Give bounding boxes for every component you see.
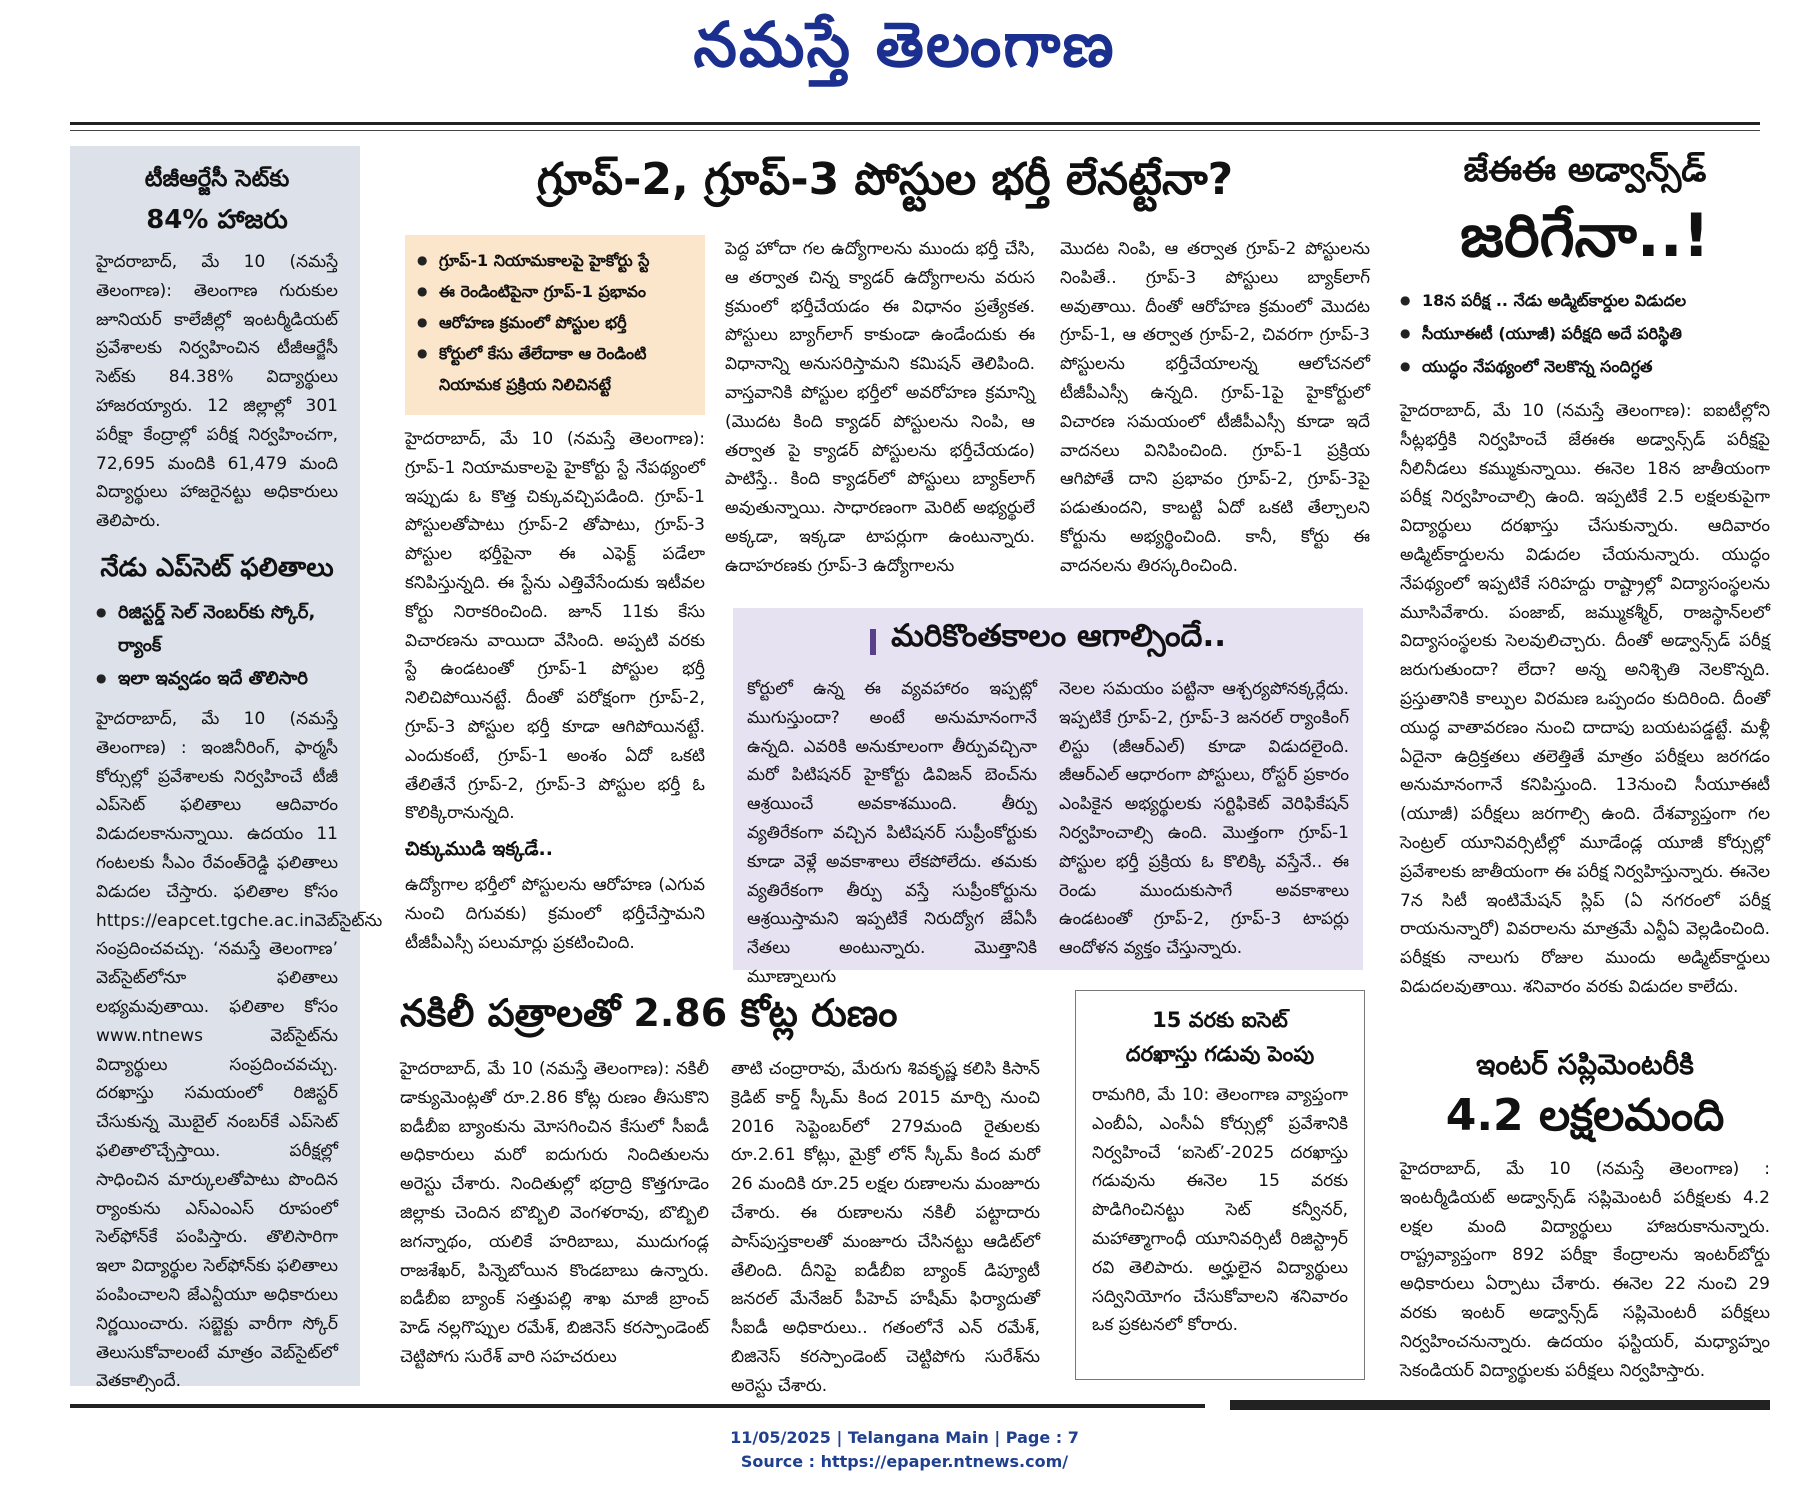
main-column-1 [405, 425, 705, 965]
main-subhead: చిక్కుముడి ఇక్కడే.. [405, 838, 553, 861]
purple-sidebar-box [733, 608, 1363, 987]
jee-bullet: ● యుద్ధం నేపథ్యంలో నెలకొన్న సందిగ్ధత [1400, 350, 1770, 383]
purple-headline: మరికొంతకాలం ఆగాల్సిందే.. [891, 618, 1226, 654]
eapcet-body: హైదరాబాద్, మే 10 (నమస్తే తెలంగాణ) : ఇంజినీరింగ్, ఫార్మసీ కోర్సుల్లో ప్రవేశాలకు నిర్వహించే టీజీ ఎప్‌సెట్ ఫలితాలు ఆదివారం విడుదలకానున్నాయి. ఉదయం 11 గంటలకు సీఎం రేవంత్‌రెడ్డి ఫలితాలు విడుదల చేస్తారు. ఫలితాల కోసం https://eapcet.tgche.ac.inవెబ్‌సైట్‌ను సంప్రదించవచ్చు. ‘నమస్తే తెలంగాణ’ వెబ్‌సైట్‌లోనూ ఫలితాలు లభ్యమవుతాయి. ఫలితాల కోసం www.ntnews వెబ్‌సైట్‌ను విద్యార్థులు సంప్రదించవచ్చు. దరఖాస్తు సమయంలో రిజిస్టర్ చేసుకున్న మొబైల్ నంబర్‌కే ఎప్‌సెట్ ఫలితాలొచ్చేస్తాయి. పరీక్షల్లో సాధించిన మార్కులతోపాటు పొందిన ర్యాంకును ఎస్‌ఎంఎస్ రూపంలో సెల్‌ఫోన్‌కే పంపిస్తారు. తొలిసారిగా ఇలా విద్యార్థుల సెల్‌ఫోన్‌కు ఫలితాలు పంపించాలని జేఎన్టీయూ అధికారులు నిర్ణయించారు. సబ్జెక్టు వారీగా స్కోర్ తెలుసుకోవాలంటే మాత్రం వెబ్‌సైట్‌లో వెతకాల్సిందే. [96, 708, 383, 1392]
tgrjc-headline: 84% హాజరు [146, 205, 288, 235]
bottom-rule [70, 1404, 1205, 1408]
masthead-rule [70, 122, 1760, 125]
main-body-1: హైదరాబాద్, మే 10 (నమస్తే తెలంగాణ): గ్రూప్-1 నియామకాలపై హైకోర్టు స్టే నేపథ్యంలో ఇప్పుడు ఓ కొత్త చిక్కువచ్చిపడింది. గ్రూప్-1 పోస్టులతోపాటు గ్రూప్-2 తోపాటు, గ్రూప్-3 పోస్టుల భర్తీపైనా ఈ ఎఫెక్ట్ పడేలా కనిపిస్తున్నది. ఈ స్టేను ఎత్తివేసేందుకు ఇటీవల కోర్టు నిరాకరించింది. జూన్ 11కు కేసు విచారణను వాయిదా వేసింది. అప్పటి వరకు స్టే ఉండటంతో గ్రూప్-1 పోస్టుల భర్తీ నిలిచిపోయినట్టే. దీంతో పరోక్షంగా గ్రూప్-2, గ్రూప్-3 పోస్టుల భర్తీ కూడా ఆగిపోయినట్టే. ఎందుకంటే, గ్రూప్-1 అంశం ఏదో ఒకటి తేలితేనే గ్రూప్-2, గ్రూప్-3 పోస్టుల భర్తీ ఓ కొలిక్కిరానున్నది. [405, 429, 705, 824]
jee-bullet: ● సీయూఈటీ (యూజీ) పరీక్షది అదే పరిస్థితి [1400, 317, 1770, 350]
masthead-logo: నమస్తే తెలంగాణ [693, 8, 1116, 81]
tgrjc-kicker: టీజీఆర్జేసీ సెట్‌కు [144, 166, 290, 192]
purple-body-1: కోర్టులో ఉన్న ఈ వ్యవహారం ఇప్పట్లో ముగుస్తుందా? అంటే అనుమానంగానే ఉన్నది. ఎవరికి అనుకూలంగా తీర్పువచ్చినా మరో పిటిషనర్ హైకోర్టు డివిజన్ బెంచ్‌ను ఆశ్రయించే అవకాశముంది. తీర్పు వ్యతిరేకంగా వచ్చిన పిటిషనర్ సుప్రీంకోర్టుకు కూడా వెళ్లే అవకాశాలు లేకపోలేదు. తమకు వ్యతిరేకంగా తీర్పు వస్తే సుప్రీంకోర్టును ఆశ్రయిస్తామని ఇప్పటికే నిరుద్యోగ జేఏసీ నేతలు అంటున్నారు. మొత్తానికి మూణ్నాలుగు [747, 679, 1037, 987]
left-sidebar-panel [70, 146, 383, 1392]
icet-headline-2: దరఖాస్తు గడువు పెంపు [1125, 1042, 1315, 1066]
highlights-box [405, 235, 705, 415]
highlight-item: ● గ్రూప్-1 నియామకాలపై హైకోర్టు స్టే [417, 245, 693, 276]
highlight-item: ● ఈ రెండింటిపైనా గ్రూప్-1 ప్రభావం [417, 276, 693, 307]
main-column-2 [725, 235, 1035, 595]
main-body-1b: ఉద్యోగాల భర్తీలో పోస్టులను ఆరోహణ (ఎగువ నుంచి దిగువకు) క్రమంలో భర్తీచేస్తామని టీజీపీఎస్సీ పలుమార్లు ప్రకటించింది. [405, 875, 705, 953]
inter-body: హైదరాబాద్, మే 10 (నమస్తే తెలంగాణ) : ఇంటర్మీడియట్ అడ్వాన్స్‌డ్ సప్లిమెంటరీ పరీక్షలకు 4.2 లక్షల మంది విద్యార్థులు హాజరుకానున్నారు. రాష్ట్రవ్యాప్తంగా 892 పరీక్షా కేంద్రాలను ఇంటర్‌బోర్డు అధికారులు ఏర్పాటు చేశారు. ఈనెల 22 నుంచి 29 వరకు ఇంటర్ అడ్వాన్స్‌డ్ సప్లిమెంటరీ పరీక్షలు నిర్వహించనున్నారు. ఉదయం ఫస్టియర్, మధ్యాహ్నం సెకండియర్ విద్యార్థులకు పరీక్షలు నిర్వహిస్తారు. [1400, 1159, 1770, 1381]
eapcet-bullets [96, 596, 338, 695]
main-body-3: మొదట నింపి, ఆ తర్వాత గ్రూప్-2 పోస్టులను నింపితే.. గ్రూప్-3 పోస్టులు బ్యాక్‌లాగ్ అవుతాయి. దీంతో ఆరోహణ క్రమంలో మొదట గ్రూప్-1, ఆ తర్వాత గ్రూప్-2, చివరగా గ్రూప్-3 పోస్టులను భర్తీచేయాలన్న ఆలోచనలో టీజీపీఎస్సీ ఉన్నది. గ్రూప్-1పై హైకోర్టులో విచారణ సమయంలో టీజీపీఎస్సీ కూడా ఇదే వాదనలు వినిపించింది. గ్రూప్-1 ప్రక్రియ ఆగిపోతే దాని ప్రభావం గ్రూప్-2, గ్రూప్-3పై పడుతుందని, కాబట్టి ఏదో ఒకటి తేల్చాలని కోర్టును అభ్యర్థించింది. కానీ, కోర్టు ఈ వాదనలను తిరస్కరించింది. [1060, 239, 1370, 576]
bottom-rule-heavy [1230, 1400, 1770, 1410]
accent-bar [870, 629, 876, 655]
loan-headline: నకిలీ పత్రాలతో 2.86 కోట్ల రుణం [400, 991, 898, 1035]
eapcet-bullet: ● రిజిస్టర్డ్ సెల్ నెంబర్‌కు స్కోర్, ర్యాంక్ [96, 596, 338, 662]
jee-body: హైదరాబాద్, మే 10 (నమస్తే తెలంగాణ): ఐఐటీల్లోని సీట్లభర్తీకి నిర్వహించే జేఈఈ అడ్వాన్స్‌డ్ పరీక్షపై నీలినీడలు కమ్ముకున్నాయి. ఈనెల 18న జాతీయంగా పరీక్ష నిర్వహించాల్సి ఉంది. ఇప్పటికే 2.5 లక్షలకుపైగా విద్యార్థులు దరఖాస్తు చేసుకున్నారు. ఆదివారం అడ్మిట్‌కార్డులను విడుదల చేయనున్నారు. యుద్ధం నేపథ్యంలో ఇప్పటికే సరిహద్దు రాష్ట్రాల్లో విద్యాసంస్థలను మూసివేశారు. పంజాబ్, జమ్ముకశ్మీర్, రాజస్థాన్‌లలో విద్యాసంస్థలకు సెలవులిచ్చారు. దీంతో అడ్వాన్స్‌డ్ పరీక్ష జరుగుతుందా? లేదా? అన్న అనిశ్చితి నెలకొన్నది. ప్రస్తుతానికి కాల్పుల విరమణ ఒప్పందం కుదిరింది. దీంతో యుద్ధ వాతావరణం నుంచి దాదాపు బయటపడ్డట్టే. మళ్లీ ఏదైనా ఉద్రిక్తతలు తలెత్తితే మాత్రం పరీక్షలు జరగడం అనుమానంగానే కనిపిస్తుంది. 13నుంచి సీయూఈటీ (యూజీ) పరీక్షలు జరగాల్సి ఉంది. దేశవ్యాప్తంగా గల సెంట్రల్ యూనివర్సిటీల్లో మూడేండ్ల యూజీ కోర్సుల్లో ప్రవేశాలకు జాతీయంగా ఈ పరీక్ష నిర్వహిస్తున్నారు. ఈనెల 7న సిటీ ఇంటిమేషన్ స్లిప్ (ఏ నగరంలో పరీక్ష రాయనున్నారో) వివరాలను మాత్రమే ఎన్టీఏ వెల్లడించింది. పరీక్షకు నాలుగు రోజుల ముందు అడ్మిట్‌కార్డులు విడుదలవుతాయి. శనివారం వరకు విడుదల కాలేదు. [1400, 401, 1770, 997]
inter-kicker: ఇంటర్ సప్లిమెంటరీకి [1476, 1048, 1694, 1081]
main-column-3 [1060, 235, 1370, 595]
inter-supplementary-story [1400, 1045, 1770, 1390]
jee-kicker: జేఈఈ అడ్వాన్స్‌డ్ [1463, 150, 1707, 190]
jee-story [1400, 146, 1770, 1046]
jee-headline: జరిగేనా..! [1460, 201, 1710, 271]
main-body-2: పెద్ద హోదా గల ఉద్యోగాలను ముందు భర్తీ చేసి, ఆ తర్వాత చిన్న క్యాడర్ ఉద్యోగాలను వరుస క్రమంలో భర్తీచేయడం ఈ విధానం ప్రత్యేకత. పోస్టులు బ్యాగ్‌లాగ్ కాకుండా ఉండేందుకు ఈ విధానాన్ని అనుసరిస్తామని కమిషన్ తెలిపింది. వాస్తవానికి పోస్టుల భర్తీలో అవరోహణ క్రమాన్ని (మొదట కింది క్యాడర్ పోస్టులను నింపి, ఆ తర్వాత పై క్యాడర్ పోస్టులను భర్తీచేయడం) పాటిస్తే.. కింది క్యాడర్‌లో పోస్టులు బ్యాక్‌లాగ్ అవుతున్నాయి. సాధారణంగా మెరిట్ అభ్యర్థులే అక్కడా, ఇక్కడా టాపర్లుగా ఉంటున్నారు. ఉదాహరణకు గ్రూప్-3 ఉద్యోగాలను [725, 239, 1035, 576]
main-headline-box [400, 148, 1370, 218]
eapcet-bullet: ● ఇలా ఇవ్వడం ఇదే తొలిసారి [96, 662, 338, 695]
icet-headline-1: 15 వరకు ఐసెట్ [1152, 1008, 1288, 1032]
icet-story-box [1075, 990, 1365, 1380]
inter-headline: 4.2 లక్షలమంది [1445, 1090, 1725, 1141]
main-headline: గ్రూప్-2, గ్రూప్-3 పోస్టుల భర్తీ లేనట్టేనా? [536, 154, 1234, 205]
purple-body-2: నెలల సమయం పట్టినా ఆశ్చర్యపోనక్కర్లేదు. ఇప్పటికే గ్రూప్-2, గ్రూప్-3 జనరల్ ర్యాంకింగ్ లిస్టు (జీఆర్‌ఎల్) కూడా విడుదలైంది. జీఆర్‌ఎల్ ఆధారంగా పోస్టులు, రోస్టర్ ప్రకారం ఎంపికైన అభ్యర్థులకు సర్టిఫికెట్ వెరిఫికేషన్ నిర్వహించాల్సి ఉంది. మొత్తంగా గ్రూప్-1 పోస్టుల భర్తీ ప్రక్రియ ఓ కొలిక్కి వస్తేనే.. ఈ రెండు ముందుకుసాగే అవకాశాలు ఉండటంతో గ్రూప్-2, గ్రూప్-3 టాపర్లు ఆందోళన వ్యక్తం చేస్తున్నారు. [1059, 679, 1349, 959]
eapcet-headline: నేడు ఎప్‌సెట్ ఫలితాలు [100, 552, 334, 583]
masthead-rule-thin [70, 130, 1760, 131]
tgrjc-body: హైదరాబాద్, మే 10 (నమస్తే తెలంగాణ): తెలంగాణ గురుకుల జూనియర్ కాలేజీల్లో ఇంటర్మీడియట్ ప్రవేశాలకు నిర్వహించిన టీజీఆర్జేసీ సెట్‌కు 84.38% విద్యార్థులు హాజరయ్యారు. 12 జిల్లాల్లో 301 పరీక్షా కేంద్రాల్లో పరీక్ష నిర్వహించగా, 72,695 మందికి 61,479 మంది విద్యార్థులు హాజరైనట్టు అధికారులు తెలిపారు. [96, 252, 338, 532]
loan-story [400, 985, 1040, 1396]
loan-body-2: తాటి చంద్రారావు, మేరుగు శివకృష్ణ కలిసి కిసాన్ క్రెడిట్ కార్డ్ స్కీమ్ కింద 2015 మార్చి నుంచి 2016 సెప్టెంబర్‌లో 279మంది రైతులకు రూ.2.61 కోట్లు, మైక్రో లోన్ స్కీమ్ కింద మరో 26 మందికి రూ.25 లక్షల రుణాలను మంజూరు చేశారు. ఈ రుణాలను నకిలీ పట్టాదారు పాస్‌పుస్తకాలతో మంజూరు చేసినట్టు ఆడిట్‌లో తేలింది. దీనిపై ఐడీబీఐ బ్యాంక్ డిప్యూటీ జనరల్ మేనేజర్ పీహెచ్ హషీమ్ ఫిర్యాదుతో సీఐడీ అధికారులు.. గతంలోనే ఎన్ రమేశ్, బిజినెస్ కరస్పాండెంట్ చెట్టిపోగు సురేశ్‌ను అరెస్టు చేశారు. [731, 1059, 1040, 1396]
highlight-item: ● ఆరోహణ క్రమంలో పోస్టుల భర్తీ [417, 307, 693, 338]
highlight-item: ● కోర్టులో కేసు తేలేదాకా ఆ రెండింటి నియామక ప్రక్రియ నిలిచినట్టే [417, 338, 693, 400]
footer-date-line: 11/05/2025 | Telangana Main | Page : 7 [730, 1428, 1079, 1447]
footer-source-link[interactable]: Source : https://epaper.ntnews.com/ [740, 1452, 1069, 1471]
loan-body-1: హైదరాబాద్, మే 10 (నమస్తే తెలంగాణ): నకిలీ డాక్యుమెంట్లతో రూ.2.86 కోట్ల రుణం తీసుకొని ఐడీబీఐ బ్యాంకును మోసగించిన కేసులో సీఐడీ అధికారులు మరో ఐదుగురు నిందితులను అరెస్టు చేశారు. నిందితుల్లో భద్రాద్రి కొత్తగూడెం జిల్లాకు చెందిన బొబ్బిలి వెంగళరావు, బొబ్బిలి జగన్నాథం, యలికే హరిబాబు, ముదుగండ్ల రాజశేఖర్, పిన్నెబోయిన కొండబాబు ఉన్నారు. ఐడీబీఐ బ్యాంక్ సత్తుపల్లి శాఖ మాజీ బ్రాంచ్ హెడ్ నల్లగొప్పుల రమేశ్, బిజినెస్ కరస్పాండెంట్ చెట్టిపోగు సురేశ్ వారి సహచరులు [400, 1059, 709, 1367]
jee-bullet: ● 18న పరీక్ష .. నేడు అడ్మిట్‌కార్డుల విడుదల [1400, 284, 1770, 317]
icet-body: రామగిరి, మే 10: తెలంగాణ వ్యాప్తంగా ఎంబీఏ, ఎంసీఏ కోర్సుల్లో ప్రవేశానికి నిర్వహించే ‘ఐసెట్’-2025 దరఖాస్తు గడువును ఈనెల 15 వరకు పొడిగించినట్టు సెట్ కన్వీనర్, మహాత్మాగాంధీ యూనివర్సిటీ రిజిస్ట్రార్ రవి తెలిపారు. అర్హులైన విద్యార్థులు సద్వినియోగం చేసుకోవాలని శనివారం ఒక ప్రకటనలో కోరారు. [1092, 1085, 1348, 1336]
